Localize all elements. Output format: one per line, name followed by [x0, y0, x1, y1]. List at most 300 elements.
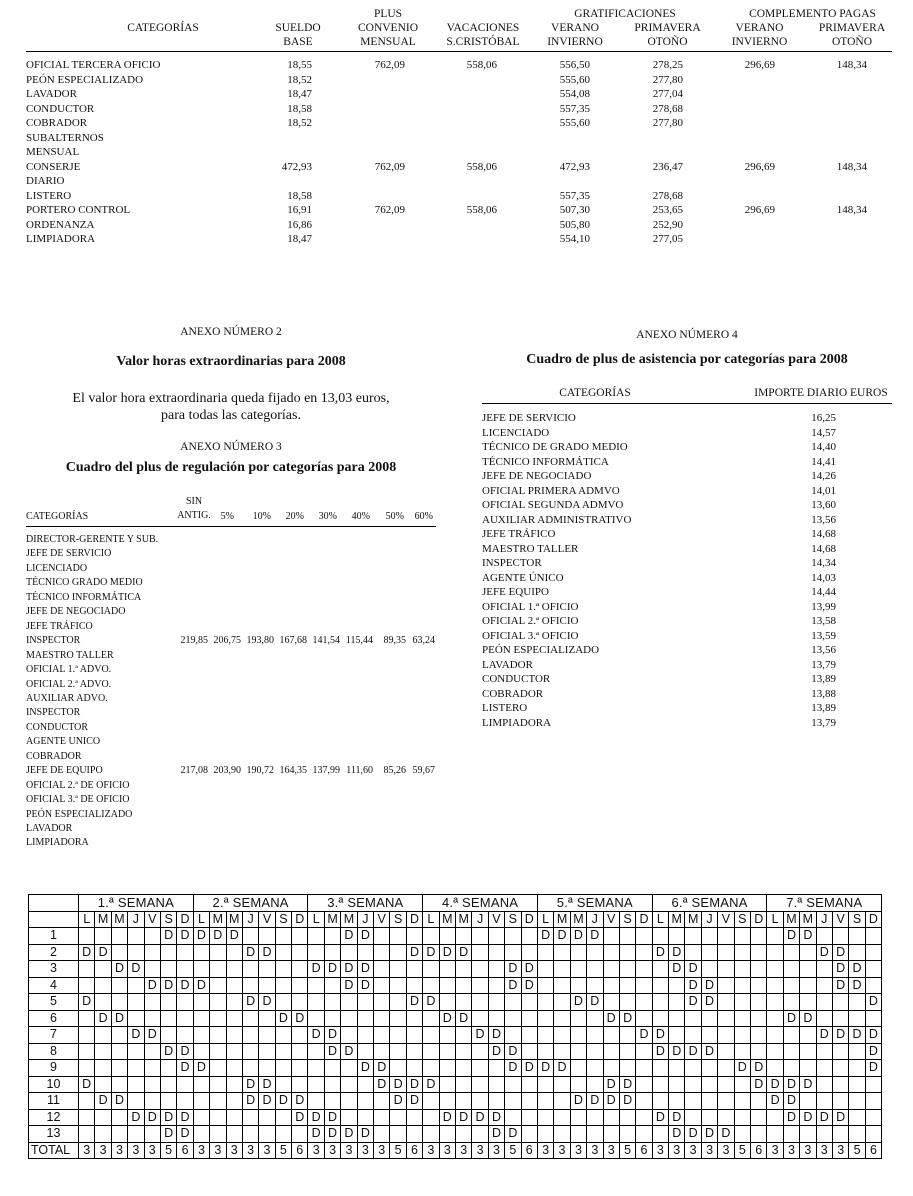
work-day-cell	[767, 1043, 783, 1060]
work-day-cell	[160, 961, 176, 978]
cell-value: 193,80	[246, 635, 274, 647]
work-day-cell	[521, 928, 537, 945]
work-day-cell	[636, 977, 652, 994]
rest-day-cell: D	[832, 977, 848, 994]
work-day-cell	[177, 944, 193, 961]
cell-value: 555,60	[559, 117, 590, 129]
work-day-cell	[865, 977, 881, 994]
work-day-cell	[521, 1010, 537, 1027]
work-day-cell	[734, 944, 750, 961]
work-day-cell	[374, 1027, 390, 1044]
cell-value: 558,06	[466, 204, 497, 216]
work-day-cell	[570, 1076, 586, 1093]
rest-day-cell: D	[800, 1109, 816, 1126]
work-day-cell	[357, 944, 373, 961]
cell-value: 16,25	[811, 412, 836, 424]
work-day-cell	[554, 994, 570, 1011]
rest-day-cell: D	[144, 977, 160, 994]
rest-day-cell: D	[472, 1109, 488, 1126]
work-day-cell	[849, 1076, 865, 1093]
cell-value: 63,24	[412, 635, 435, 647]
rest-day-cell: D	[308, 1109, 324, 1126]
work-day-cell	[144, 944, 160, 961]
work-day-cell	[128, 944, 144, 961]
rest-day-cell: D	[455, 1109, 471, 1126]
work-day-cell	[603, 961, 619, 978]
work-day-cell	[734, 977, 750, 994]
total-cell: 3	[128, 1142, 144, 1159]
day-header: S	[275, 911, 291, 928]
total-cell: 6	[521, 1142, 537, 1159]
work-day-cell	[751, 961, 767, 978]
cell-value: 507,30	[559, 204, 590, 216]
work-day-cell	[472, 1093, 488, 1110]
total-cell: 3	[652, 1142, 668, 1159]
schedule-row	[29, 977, 882, 994]
day-header: J	[816, 911, 832, 928]
work-day-cell	[193, 1010, 209, 1027]
work-day-cell	[783, 1060, 799, 1077]
rest-day-cell: D	[242, 944, 258, 961]
rest-day-cell: D	[423, 1076, 439, 1093]
work-day-cell	[242, 977, 258, 994]
rest-day-cell: D	[79, 944, 95, 961]
cell-value: 13,60	[811, 499, 836, 511]
work-day-cell	[210, 1093, 226, 1110]
col-header-categorias: CATEGORÍAS	[127, 22, 199, 34]
total-cell: 3	[242, 1142, 258, 1159]
work-day-cell	[734, 961, 750, 978]
work-day-cell	[537, 1010, 553, 1027]
work-day-cell	[455, 1027, 471, 1044]
schedule-row	[29, 1093, 882, 1110]
total-cell: 3	[669, 1142, 685, 1159]
anexo3-col-cat: CATEGORÍAS	[26, 511, 89, 522]
rest-day-cell: D	[374, 1076, 390, 1093]
work-day-cell	[701, 961, 717, 978]
work-day-cell	[341, 944, 357, 961]
work-day-cell	[505, 994, 521, 1011]
work-day-cell	[439, 1076, 455, 1093]
anexo4-rule	[482, 403, 892, 404]
cell-value: 13,89	[811, 702, 836, 714]
work-day-cell	[423, 1126, 439, 1143]
work-day-cell	[505, 1027, 521, 1044]
rest-day-cell: D	[865, 1043, 881, 1060]
col-header-line: VACACIONES	[446, 22, 520, 34]
col-header-line: INVIERNO	[731, 36, 788, 48]
row-category: MAESTRO TALLER	[26, 649, 114, 661]
cell-value: 18,47	[287, 88, 312, 100]
work-day-cell	[324, 928, 340, 945]
work-day-cell	[783, 961, 799, 978]
col-header-comp-verano	[722, 21, 797, 49]
work-day-cell	[718, 977, 734, 994]
row-category: AUXILIAR ADMINISTRATIVO	[482, 513, 632, 526]
work-day-cell	[439, 1126, 455, 1143]
total-cell: 5	[849, 1142, 865, 1159]
rest-day-cell: D	[505, 1043, 521, 1060]
cell-value: 203,90	[213, 765, 241, 777]
work-day-cell	[95, 1027, 111, 1044]
work-day-cell	[751, 1109, 767, 1126]
day-header: M	[111, 911, 127, 928]
rest-day-cell: D	[79, 994, 95, 1011]
work-day-cell	[259, 1060, 275, 1077]
row-label: 10	[29, 1076, 79, 1093]
work-day-cell	[832, 1093, 848, 1110]
work-day-cell	[79, 1027, 95, 1044]
work-day-cell	[718, 1076, 734, 1093]
day-header: D	[406, 911, 422, 928]
rest-day-cell: D	[701, 994, 717, 1011]
rest-day-cell: D	[587, 994, 603, 1011]
rest-day-cell: D	[603, 1010, 619, 1027]
work-day-cell	[472, 928, 488, 945]
work-day-cell	[816, 961, 832, 978]
work-day-cell	[390, 1109, 406, 1126]
rest-day-cell: D	[636, 1027, 652, 1044]
work-day-cell	[865, 961, 881, 978]
work-day-cell	[734, 1109, 750, 1126]
cell-value: 89,35	[383, 635, 406, 647]
schedule-row	[29, 1043, 882, 1060]
rest-day-cell: D	[341, 928, 357, 945]
row-category: MAESTRO TALLER	[482, 542, 579, 555]
work-day-cell	[767, 961, 783, 978]
row-category: CONDUCTOR	[26, 721, 89, 733]
row-category: TÉCNICO INFORMÁTICA	[482, 455, 609, 468]
rest-day-cell: D	[800, 1010, 816, 1027]
work-day-cell	[751, 1010, 767, 1027]
work-day-cell	[685, 1010, 701, 1027]
rest-day-cell: D	[603, 1093, 619, 1110]
rest-day-cell: D	[816, 1027, 832, 1044]
rest-day-cell: D	[783, 1010, 799, 1027]
work-day-cell	[619, 1043, 635, 1060]
work-day-cell	[226, 994, 242, 1011]
cell-value: 278,68	[652, 102, 683, 115]
work-day-cell	[275, 1027, 291, 1044]
rest-day-cell: D	[308, 1027, 324, 1044]
week-header: 7.ª SEMANA	[767, 895, 882, 912]
work-day-cell	[849, 1060, 865, 1077]
work-day-cell	[505, 1076, 521, 1093]
work-day-cell	[570, 1126, 586, 1143]
rest-day-cell: D	[390, 1076, 406, 1093]
work-day-cell	[816, 1060, 832, 1077]
cell-value: 14,68	[811, 542, 836, 555]
col-header-sueldo	[258, 21, 338, 49]
day-header: S	[390, 911, 406, 928]
work-day-cell	[554, 1109, 570, 1126]
corner-cell	[29, 911, 79, 928]
cell-value: 18,55	[287, 59, 312, 71]
work-day-cell	[226, 1043, 242, 1060]
work-day-cell	[390, 994, 406, 1011]
cell-value: 217,08	[180, 765, 208, 777]
rest-day-cell: D	[701, 977, 717, 994]
work-day-cell	[800, 944, 816, 961]
work-day-cell	[472, 1010, 488, 1027]
schedule-row	[29, 1109, 882, 1126]
work-day-cell	[554, 1076, 570, 1093]
total-cell: 3	[324, 1142, 340, 1159]
work-day-cell	[455, 1060, 471, 1077]
work-day-cell	[537, 1027, 553, 1044]
rest-day-cell: D	[259, 1093, 275, 1110]
work-day-cell	[554, 1010, 570, 1027]
work-day-cell	[849, 1109, 865, 1126]
work-day-cell	[439, 1093, 455, 1110]
work-day-cell	[669, 1093, 685, 1110]
work-day-cell	[488, 944, 504, 961]
work-day-cell	[685, 1027, 701, 1044]
rest-day-cell: D	[865, 994, 881, 1011]
work-day-cell	[308, 1076, 324, 1093]
work-day-cell	[95, 961, 111, 978]
work-day-cell	[505, 1093, 521, 1110]
total-cell: 3	[832, 1142, 848, 1159]
cell-value: 167,68	[279, 635, 307, 647]
cell-value: 13,79	[811, 716, 836, 729]
work-day-cell	[685, 928, 701, 945]
day-header: D	[636, 911, 652, 928]
work-day-cell	[718, 1109, 734, 1126]
work-day-cell	[95, 1060, 111, 1077]
pct-header: 5%	[220, 511, 234, 522]
work-day-cell	[521, 944, 537, 961]
day-header: J	[472, 911, 488, 928]
work-day-cell	[505, 928, 521, 945]
row-category: OFICIAL TERCERA OFICIO	[26, 59, 161, 71]
work-day-cell	[144, 1043, 160, 1060]
work-day-cell	[783, 1126, 799, 1143]
row-category: PEÓN ESPECIALIZADO	[26, 73, 144, 86]
work-day-cell	[242, 961, 258, 978]
work-day-cell	[128, 1043, 144, 1060]
work-day-cell	[374, 1093, 390, 1110]
cell-value: 14,40	[811, 441, 836, 453]
rest-day-cell: D	[488, 1126, 504, 1143]
work-day-cell	[111, 1027, 127, 1044]
work-day-cell	[390, 977, 406, 994]
work-day-cell	[275, 944, 291, 961]
cell-value: 277,05	[652, 233, 683, 245]
work-day-cell	[455, 928, 471, 945]
rest-day-cell: D	[292, 1109, 308, 1126]
work-day-cell	[324, 994, 340, 1011]
rest-day-cell: D	[685, 1043, 701, 1060]
total-cell: 5	[734, 1142, 750, 1159]
cell-value: 16,91	[287, 204, 312, 216]
row-category: TÉCNICO INFORMÁTICA	[26, 591, 142, 603]
work-day-cell	[521, 1076, 537, 1093]
row-label: 1	[29, 928, 79, 945]
work-day-cell	[226, 1093, 242, 1110]
rest-day-cell: D	[406, 994, 422, 1011]
work-day-cell	[472, 1076, 488, 1093]
row-category: MENSUAL	[26, 146, 80, 158]
cell-value: 14,01	[811, 484, 836, 497]
work-day-cell	[79, 961, 95, 978]
cell-value: 85,26	[383, 765, 406, 777]
work-day-cell	[701, 1010, 717, 1027]
cell-value: 296,69	[744, 204, 775, 216]
work-day-cell	[144, 928, 160, 945]
rest-day-cell: D	[341, 1126, 357, 1143]
rest-day-cell: D	[619, 1093, 635, 1110]
work-day-cell	[652, 977, 668, 994]
total-cell: 3	[816, 1142, 832, 1159]
work-day-cell	[128, 1076, 144, 1093]
work-day-cell	[160, 1027, 176, 1044]
rest-day-cell: D	[242, 1093, 258, 1110]
work-day-cell	[587, 944, 603, 961]
work-day-cell	[505, 1109, 521, 1126]
day-header: S	[160, 911, 176, 928]
rest-day-cell: D	[505, 961, 521, 978]
rest-day-cell: D	[128, 1027, 144, 1044]
rest-day-cell: D	[406, 944, 422, 961]
work-day-cell	[537, 961, 553, 978]
col-header-comp-primavera	[808, 21, 896, 49]
rest-day-cell: D	[144, 1109, 160, 1126]
col-header-grat-verano	[535, 21, 615, 49]
cell-value: 18,58	[287, 189, 312, 202]
work-day-cell	[521, 1126, 537, 1143]
work-day-cell	[128, 1126, 144, 1143]
row-label: 3	[29, 961, 79, 978]
row-category: AUXILIAR ADVO.	[26, 692, 108, 704]
work-day-cell	[390, 944, 406, 961]
row-category: OFICIAL 3.ª DE OFICIO	[26, 794, 130, 806]
day-header: V	[144, 911, 160, 928]
work-day-cell	[374, 1126, 390, 1143]
rest-day-cell: D	[783, 1109, 799, 1126]
col-header-line: S.CRISTÓBAL	[446, 36, 520, 48]
rest-day-cell: D	[587, 1093, 603, 1110]
work-day-cell	[177, 1076, 193, 1093]
rest-day-cell: D	[505, 1126, 521, 1143]
work-day-cell	[570, 961, 586, 978]
work-day-cell	[275, 1126, 291, 1143]
rest-day-cell: D	[800, 928, 816, 945]
work-day-cell	[275, 1109, 291, 1126]
work-day-cell	[800, 1126, 816, 1143]
col-header-line: OTOÑO	[831, 36, 873, 48]
work-day-cell	[832, 1076, 848, 1093]
rest-days-schedule	[28, 894, 882, 1159]
rest-day-cell: D	[751, 1076, 767, 1093]
rest-day-cell: D	[783, 928, 799, 945]
rest-day-cell: D	[324, 1027, 340, 1044]
work-day-cell	[324, 944, 340, 961]
work-day-cell	[79, 1010, 95, 1027]
work-day-cell	[619, 977, 635, 994]
row-category: LAVADOR	[26, 88, 77, 100]
work-day-cell	[751, 1093, 767, 1110]
row-category: COBRADOR	[26, 750, 82, 762]
cell-value: 762,09	[374, 204, 405, 216]
work-day-cell	[603, 994, 619, 1011]
col-header-line: BASE	[283, 36, 313, 48]
work-day-cell	[259, 928, 275, 945]
cell-value: 555,60	[559, 73, 590, 86]
rest-day-cell: D	[95, 1010, 111, 1027]
work-day-cell	[275, 961, 291, 978]
rest-day-cell: D	[832, 1027, 848, 1044]
work-day-cell	[144, 961, 160, 978]
total-cell: 3	[685, 1142, 701, 1159]
work-day-cell	[79, 1060, 95, 1077]
row-category: INSPECTOR	[482, 557, 542, 569]
work-day-cell	[865, 1010, 881, 1027]
col-header-line: PLUS	[373, 8, 403, 20]
day-header: V	[832, 911, 848, 928]
total-cell: 3	[701, 1142, 717, 1159]
work-day-cell	[783, 977, 799, 994]
cell-value: 554,08	[559, 88, 590, 100]
cell-value: 296,69	[744, 59, 775, 71]
work-day-cell	[751, 994, 767, 1011]
rest-day-cell: D	[455, 944, 471, 961]
work-day-cell	[406, 1027, 422, 1044]
rest-day-cell: D	[652, 1109, 668, 1126]
work-day-cell	[242, 928, 258, 945]
cell-value: 558,06	[466, 59, 497, 71]
work-day-cell	[472, 1060, 488, 1077]
week-header: 3.ª SEMANA	[308, 895, 423, 912]
rest-day-cell: D	[734, 1060, 750, 1077]
row-label: 5	[29, 994, 79, 1011]
total-cell: 3	[439, 1142, 455, 1159]
work-day-cell	[111, 928, 127, 945]
anexo4-heading: ANEXO NÚMERO 4	[636, 329, 738, 341]
work-day-cell	[390, 1027, 406, 1044]
work-day-cell	[308, 1010, 324, 1027]
work-day-cell	[406, 928, 422, 945]
work-day-cell	[718, 1093, 734, 1110]
total-cell: 3	[111, 1142, 127, 1159]
work-day-cell	[357, 1076, 373, 1093]
work-day-cell	[226, 977, 242, 994]
rest-day-cell: D	[292, 1093, 308, 1110]
work-day-cell	[390, 1060, 406, 1077]
work-day-cell	[439, 977, 455, 994]
work-day-cell	[652, 1076, 668, 1093]
work-day-cell	[341, 1060, 357, 1077]
work-day-cell	[324, 1076, 340, 1093]
schedule-row	[29, 1010, 882, 1027]
row-category: OFICIAL 1.ª ADVO.	[26, 664, 112, 676]
work-day-cell	[292, 1060, 308, 1077]
cell-value: 115,44	[345, 635, 373, 647]
rest-day-cell: D	[423, 944, 439, 961]
row-category: INSPECTOR	[26, 707, 81, 719]
work-day-cell	[455, 1043, 471, 1060]
work-day-cell	[767, 1126, 783, 1143]
work-day-cell	[587, 1043, 603, 1060]
rest-day-cell: D	[816, 1109, 832, 1126]
work-day-cell	[275, 1043, 291, 1060]
work-day-cell	[210, 1076, 226, 1093]
rest-day-cell: D	[652, 1027, 668, 1044]
row-category: OFICIAL 3.ª OFICIO	[482, 629, 579, 642]
day-header: M	[210, 911, 226, 928]
work-day-cell	[423, 1093, 439, 1110]
row-label: 2	[29, 944, 79, 961]
